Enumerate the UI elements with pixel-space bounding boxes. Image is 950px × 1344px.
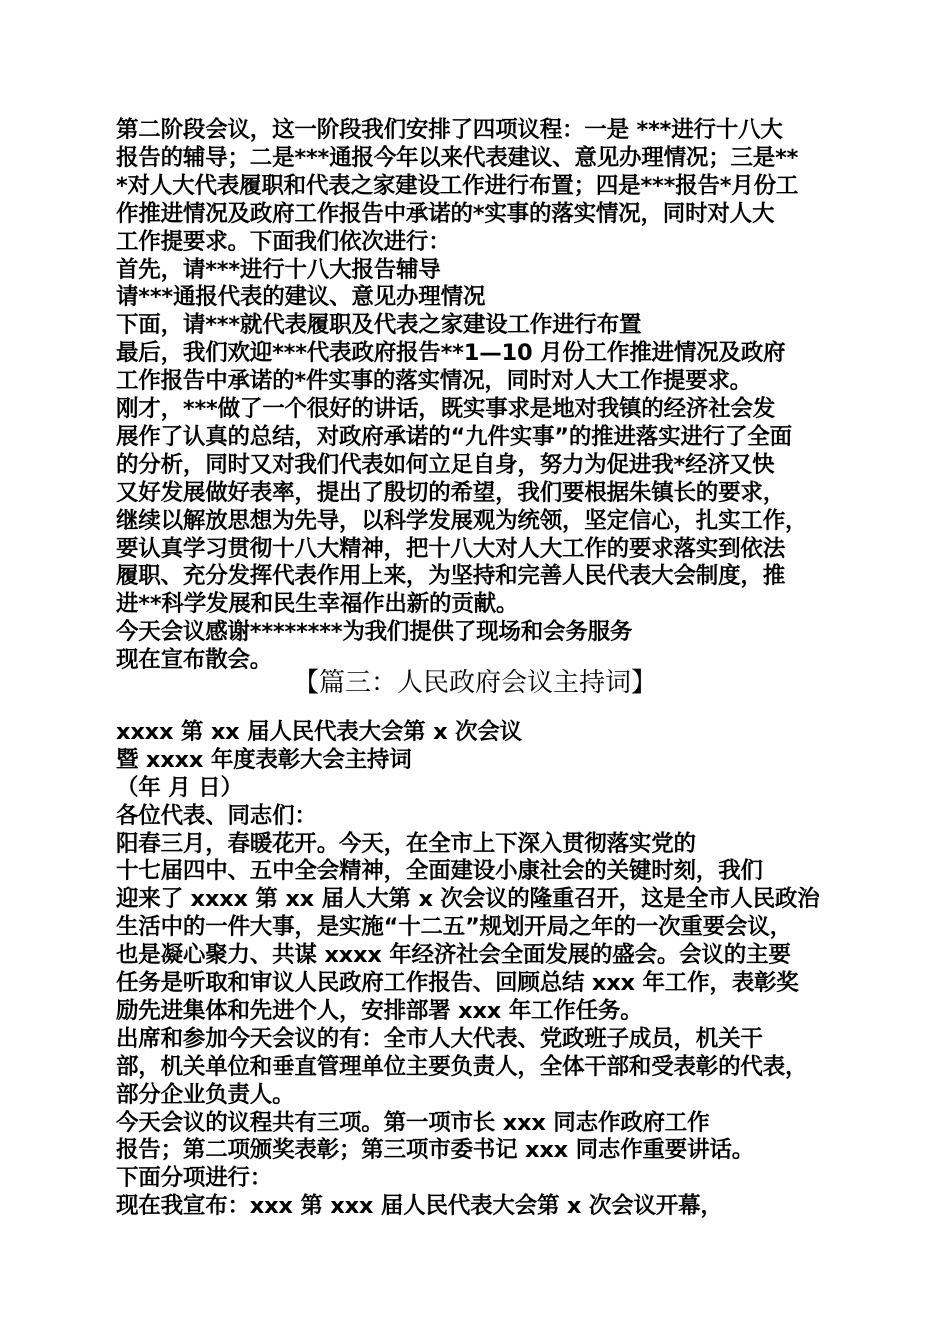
- body-line: 的分析，同时又对我们代表如何立足自身，努力为促进我*经济又快: [116, 452, 775, 478]
- body-line: 又好发展做好表率，提出了殷切的希望，我们要根据朱镇长的要求，: [116, 480, 786, 506]
- body-line: 下面，请***就代表履职及代表之家建设工作进行布置: [116, 312, 642, 338]
- body-line: xxxx 第 xx 届人民代表大会第 x 次会议: [116, 719, 522, 745]
- body-line: 进**科学发展和民生幸福作出新的贡献。: [116, 591, 519, 617]
- body-line: 阳春三月，春暖花开。今天，在全市上下深入贯彻落实党的: [116, 831, 696, 857]
- body-line: 履职、充分发挥代表作用上来，为坚持和完善人民代表大会制度，推: [116, 563, 786, 589]
- body-line: 第二阶段会议，这一阶段我们安排了四项议程：一是 ***进行十八大: [116, 117, 783, 143]
- body-line: 各位代表、同志们：: [116, 803, 317, 829]
- body-line: 首先，请***进行十八大报告辅导: [116, 257, 441, 283]
- body-line: 出席和参加今天会议的有：全市人大代表、党政班子成员，机关干: [116, 1026, 763, 1052]
- body-line: 迎来了 xxxx 第 xx 届人大第 x 次会议的隆重召开，这是全市人民政治: [116, 886, 820, 912]
- body-line: *对人大代表履职和代表之家建设工作进行布置；四是***报告*月份工: [116, 173, 799, 199]
- body-line: 今天会议的议程共有三项。第一项市长 xxx 同志作政府工作: [116, 1110, 710, 1136]
- body-line: 暨 xxxx 年度表彰大会主持词: [116, 747, 412, 773]
- body-line: 继续以解放思想为先导，以科学发展观为统领，坚定信心，扎实工作，: [116, 508, 808, 534]
- body-line: 励先进集体和先进个人，安排部署 xxx 年工作任务。: [116, 998, 643, 1024]
- body-line: 下面分项进行：: [116, 1165, 273, 1191]
- body-line: 最后，我们欢迎***代表政府报告**1—10 月份工作推进情况及政府: [116, 340, 786, 366]
- body-line: 现在宣布散会。: [116, 647, 273, 673]
- body-line: 请***通报代表的建议、意见办理情况: [116, 284, 486, 310]
- body-line: 展作了认真的总结，对政府承诺的“九件实事”的推进落实进行了全面: [116, 424, 792, 450]
- body-line: 要认真学习贯彻十八大精神，把十八大对人大工作的要求落实到依法: [116, 536, 786, 562]
- body-line: 生活中的一件大事，是实施“十二五”规划开局之年的一次重要会议，: [116, 914, 792, 940]
- body-line: 部分企业负责人。: [116, 1082, 295, 1108]
- section-heading: 【篇三：人民政府会议主持词】: [292, 668, 657, 698]
- body-line: 工作提要求。下面我们依次进行：: [116, 229, 451, 255]
- body-line: 十七届四中、五中全会精神，全面建设小康社会的关键时刻，我们: [116, 858, 763, 884]
- body-line: 现在我宣布：xxx 第 xxx 届人民代表大会第 x 次会议开幕，: [116, 1193, 723, 1219]
- body-line: 部，机关单位和垂直管理单位主要负责人，全体干部和受表彰的代表，: [116, 1054, 808, 1080]
- body-line: 报告的辅导；二是***通报今年以来代表建议、意见办理情况；三是**: [116, 145, 799, 171]
- body-line: 作推进情况及政府工作报告中承诺的*实事的落实情况，同时对人大: [116, 201, 775, 227]
- body-line: 也是凝心聚力、共谋 xxxx 年经济社会全面发展的盛会。会议的主要: [116, 942, 791, 968]
- body-line: 工作报告中承诺的*件实事的落实情况，同时对人大工作提要求。: [116, 368, 752, 394]
- body-line: （年 月 日）: [116, 775, 243, 801]
- body-line: 任务是听取和审议人民政府工作报告、回顾总结 xxx 年工作，表彰奖: [116, 970, 799, 996]
- body-line: 刚才，***做了一个很好的讲话，既实事求是地对我镇的经济社会发: [116, 396, 776, 422]
- body-line: 今天会议感谢********为我们提供了现场和会务服务: [116, 619, 633, 645]
- body-line: 报告；第二项颁奖表彰；第三项市委书记 xxx 同志作重要讲话。: [116, 1137, 755, 1163]
